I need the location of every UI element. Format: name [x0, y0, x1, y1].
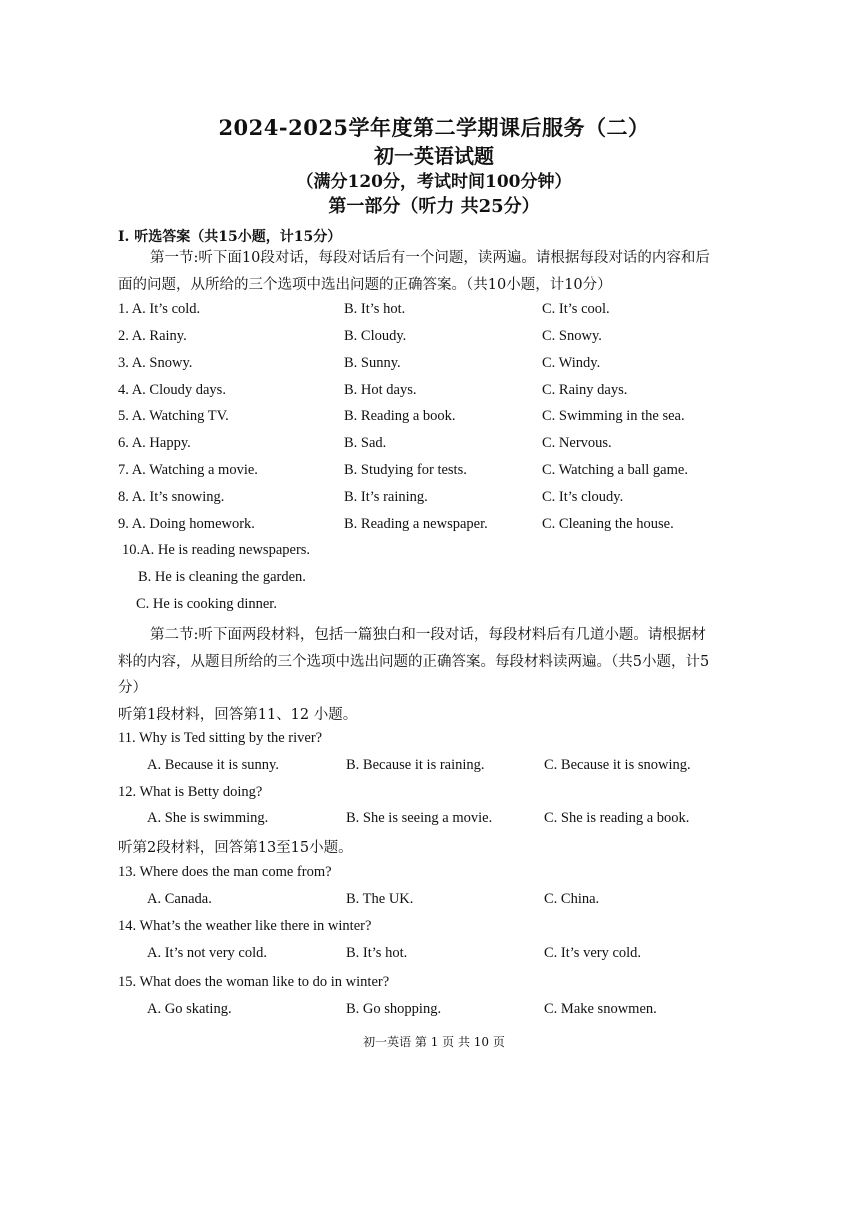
- option-a: 4. A. Cloudy days.: [118, 382, 226, 398]
- option-b: B. Hot days.: [344, 382, 417, 398]
- question-row: [118, 301, 758, 328]
- option-b: B. It’s hot.: [346, 945, 408, 961]
- question-row: [118, 435, 758, 462]
- q15-options: [147, 1001, 747, 1028]
- option-a: A. She is swimming.: [147, 810, 269, 826]
- option-a: 2. A. Rainy.: [118, 328, 187, 344]
- option-b: B. Go shopping.: [346, 1001, 442, 1017]
- q12-options: [147, 810, 747, 837]
- option-b: B. It’s raining.: [344, 489, 428, 505]
- option-a: A. Because it is sunny.: [147, 757, 279, 773]
- q14-stem: 14. What’s the weather like there in winter?: [118, 918, 372, 934]
- question-row: [118, 462, 758, 489]
- part1-intro-line2: 面的问题，从所给的三个选项中选出问题的正确答案。（共10小题，计10分）: [118, 277, 612, 293]
- exam-subject: 初一英语试题: [374, 144, 494, 168]
- option-c: C. Rainy days.: [542, 382, 628, 398]
- option-b: B. Reading a newspaper.: [344, 516, 488, 532]
- part2-intro-line2: 料的内容，从题目所给的三个选项中选出问题的正确答案。每段材料读两遍。（共5小题，计5: [118, 654, 710, 670]
- option-b: B. Sad.: [344, 435, 387, 451]
- option-c: C. Make snowmen.: [544, 1001, 657, 1017]
- option-c: C. It’s cool.: [542, 301, 610, 317]
- question-row: [118, 328, 758, 355]
- page-footer: 初一英语 第 1 页 共 10 页: [363, 1035, 505, 1049]
- part2-intro-line3: 分）: [118, 680, 147, 696]
- option-c: C. Nervous.: [542, 435, 612, 451]
- option-a: A. Go skating.: [147, 1001, 232, 1017]
- option-b: B. Reading a book.: [344, 408, 456, 424]
- option-c: C. Swimming in the sea.: [542, 408, 685, 424]
- option-b: B. Cloudy.: [344, 328, 407, 344]
- question-row: [118, 489, 758, 516]
- option-c: C. Because it is snowing.: [544, 757, 691, 773]
- part-one-heading: 第一部分（听力 共25分）: [328, 196, 540, 217]
- option-b: B. Because it is raining.: [346, 757, 485, 773]
- q12-stem: 12. What is Betty doing?: [118, 784, 263, 800]
- option-a: 9. A. Doing homework.: [118, 516, 255, 532]
- option-c: C. Windy.: [542, 355, 601, 371]
- q15-stem: 15. What does the woman like to do in winter?: [118, 974, 390, 990]
- exam-title: 2024-2025学年度第二学期课后服务（二）: [218, 115, 650, 140]
- option-c: C. Snowy.: [542, 328, 602, 344]
- option-a: 6. A. Happy.: [118, 435, 191, 451]
- option-a: 7. A. Watching a movie.: [118, 462, 258, 478]
- q13-options: [147, 891, 747, 918]
- question-row: [118, 355, 758, 382]
- q13-stem: 13. Where does the man come from?: [118, 864, 332, 880]
- question-row: [118, 516, 758, 543]
- option-c: C. It’s cloudy.: [542, 489, 624, 505]
- section-heading: I. 听选答案（共15小题，计15分）: [118, 229, 342, 245]
- q14-options: [147, 945, 747, 972]
- option-c: C. Cleaning the house.: [542, 516, 674, 532]
- exam-score-time: （满分120分，考试时间100分钟）: [296, 172, 572, 192]
- q11-options: [147, 757, 747, 784]
- q10-option-b: B. He is cleaning the garden.: [138, 569, 306, 585]
- q10-option-a: 10.A. He is reading newspapers.: [122, 542, 311, 558]
- option-a: A. It’s not very cold.: [147, 945, 268, 961]
- option-c: C. She is reading a book.: [544, 810, 690, 826]
- option-c: C. It’s very cold.: [544, 945, 642, 961]
- question-row: [118, 408, 758, 435]
- option-b: B. Sunny.: [344, 355, 401, 371]
- q11-stem: 11. Why is Ted sitting by the river?: [118, 730, 323, 746]
- option-a: 1. A. It’s cold.: [118, 301, 201, 317]
- question-row: [118, 382, 758, 409]
- option-c: C. China.: [544, 891, 600, 907]
- material2-note: 听第2段材料，回答第13至15小题。: [118, 840, 353, 856]
- option-b: B. The UK.: [346, 891, 414, 907]
- option-c: C. Watching a ball game.: [542, 462, 688, 478]
- option-a: 8. A. It’s snowing.: [118, 489, 225, 505]
- material1-note: 听第1段材料，回答第11、12 小题。: [118, 707, 358, 723]
- part2-intro-line1: 第二节:听下面两段材料，包括一篇独白和一段对话，每段材料后有几道小题。请根据材: [150, 627, 706, 643]
- part1-intro-line1: 第一节:听下面10段对话，每段对话后有一个问题，读两遍。请根据每段对话的内容和后: [150, 250, 710, 266]
- option-a: 5. A. Watching TV.: [118, 408, 229, 424]
- option-b: B. Studying for tests.: [344, 462, 467, 478]
- q10-option-c: C. He is cooking dinner.: [136, 596, 277, 612]
- option-a: 3. A. Snowy.: [118, 355, 193, 371]
- option-a: A. Canada.: [147, 891, 212, 907]
- option-b: B. She is seeing a movie.: [346, 810, 493, 826]
- option-b: B. It’s hot.: [344, 301, 406, 317]
